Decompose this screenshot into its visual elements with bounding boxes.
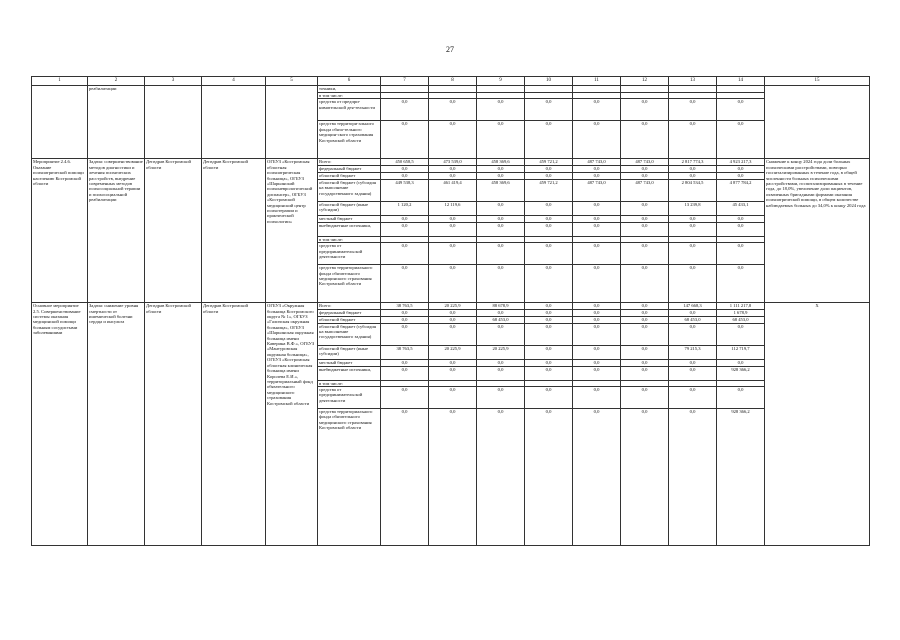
amount-cell: 0,0 xyxy=(525,265,573,303)
funding-source-cell: местный бюджет xyxy=(318,215,381,222)
amount-cell: 147 668,3 xyxy=(669,303,717,310)
amount-cell: 0,0 xyxy=(429,172,477,179)
amount-cell: 0,0 xyxy=(669,121,717,159)
amount-cell: 0,0 xyxy=(429,366,477,380)
amount-cell: 0,0 xyxy=(477,243,525,265)
amount-cell: 0,0 xyxy=(477,215,525,222)
amount-cell: 0,0 xyxy=(573,121,621,159)
funding-source-cell: в том числе: xyxy=(318,93,381,99)
amount-cell: 0,0 xyxy=(717,215,765,222)
funding-source-cell: областной бюджет (иные субсидии) xyxy=(318,201,381,215)
amount-cell: 0,0 xyxy=(621,121,669,159)
amount-cell: 0,0 xyxy=(573,243,621,265)
amount-cell: 487 743,0 xyxy=(573,179,621,201)
amount-cell: 0,0 xyxy=(381,387,429,409)
amount-cell: 20 225,9 xyxy=(429,345,477,359)
funding-source-cell: средства территори-ального фонда обяза-тельного медицин-ского страхования Костромской области xyxy=(318,121,381,159)
amount-cell: 79 215,3 xyxy=(669,345,717,359)
amount-cell: 0,0 xyxy=(573,215,621,222)
amount-cell xyxy=(477,86,525,93)
participants-cell: ОГБУЗ «Костромская областная психиатрическая больница», ОГБУЗ «Шарьинский психоневрологический диспансер», ОГБУЗ «Костромской медицинский центр психотерапии и практической психологии» xyxy=(266,159,318,303)
amount-cell: 0,0 xyxy=(381,310,429,316)
amount-cell: 0,0 xyxy=(573,303,621,310)
expected-result-cell: Х xyxy=(765,303,870,546)
amount-cell: 0,0 xyxy=(669,99,717,121)
funding-source-cell: областной бюджет (иные субсидии) xyxy=(318,345,381,359)
funding-source-cell: в том числе: xyxy=(318,380,381,386)
amount-cell: 0,0 xyxy=(381,121,429,159)
amount-cell: 0,0 xyxy=(669,243,717,265)
funding-source-cell: средства от предпринимательской деятельности xyxy=(318,387,381,409)
amount-cell: 88 678,9 xyxy=(477,303,525,310)
amount-cell: 0,0 xyxy=(477,166,525,172)
table-row xyxy=(32,303,870,310)
event-name-cell xyxy=(32,86,88,159)
amount-cell: 0,0 xyxy=(381,366,429,380)
column-number: 2 xyxy=(88,77,145,86)
amount-cell: 4 923 217,3 xyxy=(717,159,765,166)
funding-source-cell: Всего: xyxy=(318,159,381,166)
amount-cell: 0,0 xyxy=(429,316,477,323)
amount-cell: 0,0 xyxy=(669,310,717,316)
amount-cell: 68 453,0 xyxy=(717,316,765,323)
amount-cell: 0,0 xyxy=(525,359,573,366)
amount-cell: 0,0 xyxy=(477,409,525,546)
responsible-cell xyxy=(145,86,202,159)
amount-cell: 458 369,6 xyxy=(477,159,525,166)
amount-cell: 0,0 xyxy=(381,166,429,172)
amount-cell: 0,0 xyxy=(717,323,765,345)
responsible-cell: Депздрав Костромской области xyxy=(145,303,202,546)
funding-source-cell: федеральный бюджет xyxy=(318,310,381,316)
amount-cell: 0,0 xyxy=(381,222,429,236)
column-number-row xyxy=(32,77,870,86)
amount-cell xyxy=(621,86,669,93)
amount-cell: 0,0 xyxy=(525,222,573,236)
amount-cell: 0,0 xyxy=(573,222,621,236)
amount-cell: 459 721,2 xyxy=(525,159,573,166)
amount-cell: 0,0 xyxy=(669,387,717,409)
amount-cell: 0,0 xyxy=(573,265,621,303)
amount-cell: 0,0 xyxy=(477,359,525,366)
amount-cell: 0,0 xyxy=(621,310,669,316)
amount-cell: 0,0 xyxy=(525,215,573,222)
coexecutor-cell: Депздрав Костромской области xyxy=(202,159,266,303)
amount-cell: 0,0 xyxy=(525,303,573,310)
participants-cell xyxy=(266,86,318,159)
amount-cell xyxy=(717,86,765,93)
amount-cell: 0,0 xyxy=(669,166,717,172)
table-row xyxy=(32,159,870,166)
amount-cell: 1 120,2 xyxy=(381,201,429,215)
amount-cell: 0,0 xyxy=(477,99,525,121)
column-number: 15 xyxy=(765,77,870,86)
amount-cell: 0,0 xyxy=(381,243,429,265)
amount-cell: 1 111 217,8 xyxy=(717,303,765,310)
amount-cell: 0,0 xyxy=(525,409,573,546)
amount-cell: 0,0 xyxy=(429,215,477,222)
amount-cell: 0,0 xyxy=(429,387,477,409)
amount-cell: 458 369,6 xyxy=(477,179,525,201)
funding-source-cell: Всего: xyxy=(318,303,381,310)
amount-cell: 473 539,0 xyxy=(429,159,477,166)
amount-cell: 0,0 xyxy=(381,409,429,546)
amount-cell: 0,0 xyxy=(573,323,621,345)
amount-cell: 0,0 xyxy=(621,366,669,380)
funding-source-cell: местный бюджет xyxy=(318,359,381,366)
expected-result-cell: Снижение к концу 2024 года доли больных психическими расстройствами, повторно госпитализированных в течение года, в общей численности больных психическими расстройствами, госпитализированных в течение года, до 18,0%, увеличение доли пациентов, охваченных бригадными формами оказания психиатрической помощи, в общем количестве наблюдаемых больных до 34,0% к концу 2024 года xyxy=(765,159,870,303)
amount-cell: 0,0 xyxy=(381,359,429,366)
amount-cell: 0,0 xyxy=(573,359,621,366)
funding-source-cell: внебюджетные источники, xyxy=(318,366,381,380)
funding-source-cell: внебюджетные источники, xyxy=(318,222,381,236)
column-number: 6 xyxy=(318,77,381,86)
amount-cell: 0,0 xyxy=(573,310,621,316)
amount-cell: 0,0 xyxy=(717,99,765,121)
amount-cell: 0,0 xyxy=(621,172,669,179)
amount-cell: 0,0 xyxy=(525,172,573,179)
event-name-cell: Основное мероприятие 2.5. Совершенствование системы оказания медицинской помощи больным сосудистыми заболеваниями xyxy=(32,303,88,546)
task-cell: Задача: совершенствование методов диагностики и лечения психических расстройств, внедрение современных методов психосоциальной терапии и психосоциальной реабилитации xyxy=(88,159,145,303)
funding-source-cell: средства от предпринимательской деятельности xyxy=(318,243,381,265)
amount-cell: 0,0 xyxy=(429,99,477,121)
column-number: 12 xyxy=(621,77,669,86)
amount-cell: 0,0 xyxy=(573,387,621,409)
page-number: 27 xyxy=(446,45,454,54)
column-number: 4 xyxy=(202,77,266,86)
column-number: 7 xyxy=(381,77,429,86)
amount-cell: 0,0 xyxy=(621,243,669,265)
amount-cell: 0,0 xyxy=(717,172,765,179)
amount-cell: 0,0 xyxy=(621,222,669,236)
amount-cell: 0,0 xyxy=(477,310,525,316)
amount-cell: 68 453,0 xyxy=(477,316,525,323)
amount-cell: 0,0 xyxy=(429,265,477,303)
funding-source-cell: областной бюджет xyxy=(318,172,381,179)
column-number: 10 xyxy=(525,77,573,86)
coexecutor-cell: Депздрав Костромской области xyxy=(202,303,266,546)
task-cell: Задача: снижение уровня смертности от ишемической болезни сердца и инсульта xyxy=(88,303,145,546)
amount-cell: 0,0 xyxy=(525,323,573,345)
column-number: 13 xyxy=(669,77,717,86)
amount-cell: 2 804 534,5 xyxy=(669,179,717,201)
program-funding-table xyxy=(31,76,870,546)
amount-cell: 0,0 xyxy=(477,323,525,345)
amount-cell: 112 719,7 xyxy=(717,345,765,359)
amount-cell: 0,0 xyxy=(717,243,765,265)
amount-cell: 45 433,1 xyxy=(717,201,765,215)
amount-cell: 0,0 xyxy=(621,316,669,323)
amount-cell: 0,0 xyxy=(477,265,525,303)
amount-cell: 449 538,3 xyxy=(381,179,429,201)
amount-cell xyxy=(381,86,429,93)
amount-cell: 487 743,0 xyxy=(621,159,669,166)
table-row xyxy=(32,86,870,93)
amount-cell: 0,0 xyxy=(573,166,621,172)
amount-cell: 13 239,8 xyxy=(669,201,717,215)
amount-cell: 0,0 xyxy=(621,387,669,409)
amount-cell: 0,0 xyxy=(669,409,717,546)
amount-cell: 487 743,0 xyxy=(573,159,621,166)
amount-cell: 68 453,0 xyxy=(669,316,717,323)
amount-cell: 487 743,0 xyxy=(621,179,669,201)
amount-cell: 0,0 xyxy=(477,201,525,215)
task-cell: реабилитации xyxy=(88,86,145,159)
amount-cell xyxy=(573,86,621,93)
coexecutor-cell xyxy=(202,86,266,159)
amount-cell: 0,0 xyxy=(717,166,765,172)
amount-cell: 450 658,5 xyxy=(381,159,429,166)
column-number: 5 xyxy=(266,77,318,86)
amount-cell: 0,0 xyxy=(621,99,669,121)
amount-cell: 0,0 xyxy=(381,316,429,323)
amount-cell: 0,0 xyxy=(621,201,669,215)
amount-cell: 0,0 xyxy=(621,303,669,310)
amount-cell: 38 763,5 xyxy=(381,303,429,310)
amount-cell: 0,0 xyxy=(669,265,717,303)
column-number: 3 xyxy=(145,77,202,86)
amount-cell: 38 763,5 xyxy=(381,345,429,359)
amount-cell: 0,0 xyxy=(477,222,525,236)
amount-cell: 0,0 xyxy=(429,323,477,345)
amount-cell: 461 419,4 xyxy=(429,179,477,201)
amount-cell: 0,0 xyxy=(381,172,429,179)
amount-cell: 0,0 xyxy=(717,387,765,409)
column-number: 1 xyxy=(32,77,88,86)
funding-source-cell: федеральный бюджет xyxy=(318,166,381,172)
amount-cell: 0,0 xyxy=(525,243,573,265)
amount-cell: 0,0 xyxy=(573,345,621,359)
amount-cell: 0,0 xyxy=(573,316,621,323)
funding-source-cell: средства от предпри-нимательской дея-тельности xyxy=(318,99,381,121)
participants-cell: ОГБУЗ «Окружная больница Костромского округа № 1», ОГБУЗ «Галичская окружная больница», ОГБУЗ «Шарьинская окружная больница имени Каверина В.Ф.», ОГБУЗ «Мантуровская окружная больница», ОГБУЗ «Костромская областная клиническая больница имени Королева Е.И.», территориальный фонд обязательного медицинского страхования Костромской области xyxy=(266,303,318,546)
amount-cell: 20 225,9 xyxy=(429,303,477,310)
amount-cell: 928 366,2 xyxy=(717,366,765,380)
amount-cell: 0,0 xyxy=(429,222,477,236)
amount-cell: 0,0 xyxy=(669,222,717,236)
amount-cell: 0,0 xyxy=(573,201,621,215)
amount-cell: 0,0 xyxy=(525,345,573,359)
amount-cell xyxy=(669,86,717,93)
amount-cell: 0,0 xyxy=(621,359,669,366)
amount-cell: 0,0 xyxy=(717,121,765,159)
amount-cell: 0,0 xyxy=(573,409,621,546)
amount-cell: 0,0 xyxy=(573,366,621,380)
amount-cell: 0,0 xyxy=(429,310,477,316)
amount-cell: 0,0 xyxy=(525,310,573,316)
amount-cell xyxy=(525,86,573,93)
amount-cell: 0,0 xyxy=(717,359,765,366)
amount-cell: 0,0 xyxy=(477,366,525,380)
amount-cell: 0,0 xyxy=(525,201,573,215)
amount-cell: 0,0 xyxy=(621,265,669,303)
amount-cell: 0,0 xyxy=(669,172,717,179)
amount-cell: 12 119,6 xyxy=(429,201,477,215)
amount-cell: 0,0 xyxy=(381,99,429,121)
amount-cell: 0,0 xyxy=(429,243,477,265)
amount-cell: 0,0 xyxy=(669,366,717,380)
amount-cell: 0,0 xyxy=(525,316,573,323)
amount-cell: 4 877 784,2 xyxy=(717,179,765,201)
amount-cell: 0,0 xyxy=(477,172,525,179)
funding-source-cell: областной бюджет (субсидия на выполнение государственного задания) xyxy=(318,179,381,201)
column-number: 14 xyxy=(717,77,765,86)
funding-source-cell: областной бюджет (субсидия на выполнение государственного задания) xyxy=(318,323,381,345)
amount-cell: 0,0 xyxy=(717,265,765,303)
amount-cell: 0,0 xyxy=(381,265,429,303)
column-number: 9 xyxy=(477,77,525,86)
funding-source-cell: средства территориального фонда обязательного медицинского страхования Костромской области xyxy=(318,409,381,546)
funding-source-cell: в том числе: xyxy=(318,236,381,242)
amount-cell: 0,0 xyxy=(525,366,573,380)
amount-cell: 0,0 xyxy=(525,387,573,409)
amount-cell: 0,0 xyxy=(429,166,477,172)
amount-cell: 1 678,9 xyxy=(717,310,765,316)
amount-cell xyxy=(429,86,477,93)
amount-cell: 928 366,2 xyxy=(717,409,765,546)
amount-cell: 459 721,2 xyxy=(525,179,573,201)
responsible-cell: Депздрав Костромской области xyxy=(145,159,202,303)
amount-cell: 20 225,9 xyxy=(477,345,525,359)
amount-cell: 0,0 xyxy=(669,215,717,222)
amount-cell: 0,0 xyxy=(621,215,669,222)
amount-cell: 2 817 774,3 xyxy=(669,159,717,166)
amount-cell: 0,0 xyxy=(525,166,573,172)
amount-cell: 0,0 xyxy=(573,99,621,121)
column-number: 8 xyxy=(429,77,477,86)
expected-result-cell xyxy=(765,86,870,159)
amount-cell: 0,0 xyxy=(669,359,717,366)
amount-cell: 0,0 xyxy=(717,222,765,236)
amount-cell: 0,0 xyxy=(429,359,477,366)
amount-cell: 0,0 xyxy=(621,409,669,546)
amount-cell: 0,0 xyxy=(621,345,669,359)
funding-source-cell: средства территориального фонда обязательного медицинского страхования Костромской области xyxy=(318,265,381,303)
amount-cell: 0,0 xyxy=(429,121,477,159)
amount-cell: 0,0 xyxy=(621,166,669,172)
amount-cell: 0,0 xyxy=(381,323,429,345)
amount-cell: 0,0 xyxy=(525,99,573,121)
event-name-cell: Мероприятие 2.4.6. Оказание психиатрической помощи населению Костромской области xyxy=(32,159,88,303)
amount-cell: 0,0 xyxy=(477,387,525,409)
funding-source-cell: областной бюджет xyxy=(318,316,381,323)
amount-cell: 0,0 xyxy=(669,323,717,345)
amount-cell: 0,0 xyxy=(477,121,525,159)
funding-source-cell: точники, xyxy=(318,86,381,93)
amount-cell: 0,0 xyxy=(429,409,477,546)
amount-cell: 0,0 xyxy=(621,323,669,345)
amount-cell: 0,0 xyxy=(381,215,429,222)
amount-cell: 0,0 xyxy=(525,121,573,159)
column-number: 11 xyxy=(573,77,621,86)
amount-cell: 0,0 xyxy=(573,172,621,179)
